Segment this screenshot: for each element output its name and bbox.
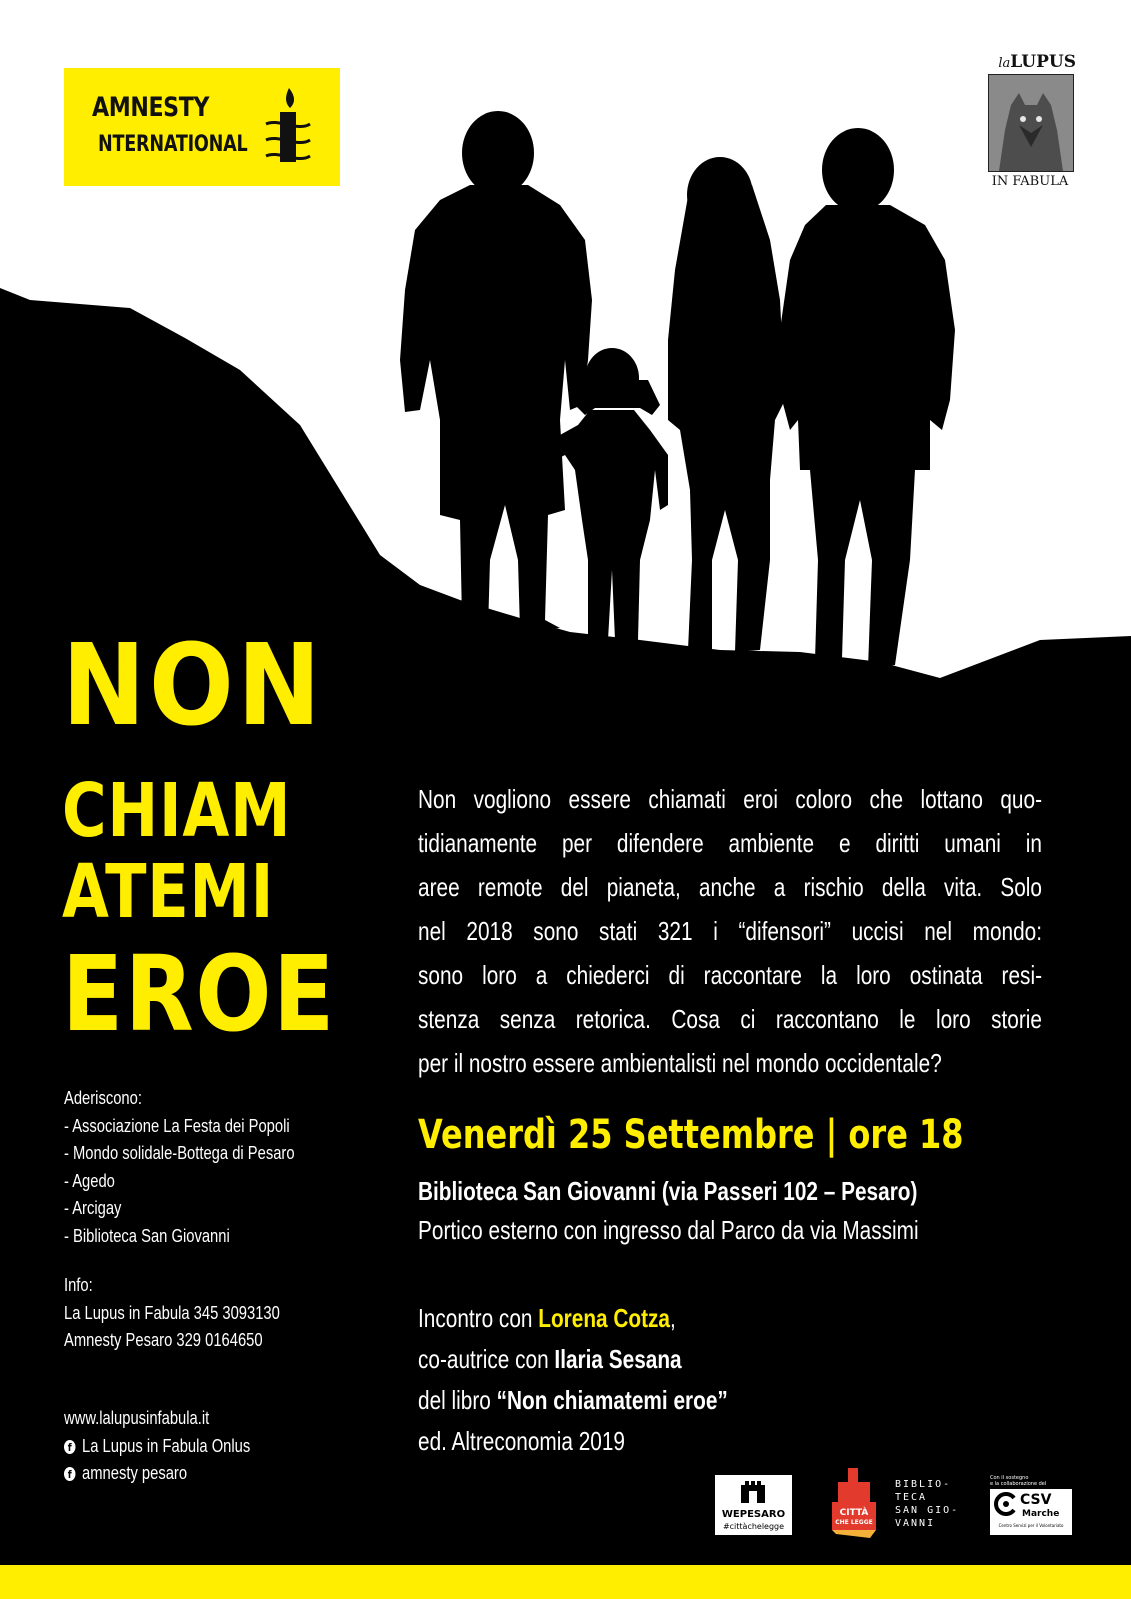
supporter-item: - Mondo solidale-Bottega di Pesaro — [64, 1143, 295, 1163]
event-venue: Biblioteca San Giovanni (via Passeri 102 – Pesaro) — [418, 1176, 918, 1206]
facebook-link-label: amnesty pesaro — [82, 1463, 188, 1483]
wepesaro-logo — [715, 1475, 792, 1535]
wolf-photo — [988, 74, 1074, 172]
description-line: stenza senza retorica. Cosa ci raccontano le loro storie — [418, 1004, 1042, 1034]
meeting-line-2 — [418, 1339, 728, 1380]
title-line-4: EROE — [62, 933, 336, 1055]
meeting-line-4: ed. Altreconomia 2019 — [418, 1426, 625, 1456]
amnesty-logo-line1: AMNESTY — [92, 92, 210, 123]
csv-caption-line-2: e la collaborazione del — [990, 1481, 1047, 1487]
amnesty-logo-line2: NTERNATIONAL — [98, 132, 248, 157]
bottom-accent-bar — [0, 1565, 1131, 1599]
links — [64, 1405, 250, 1488]
wepesaro-tag: #cittàchelegge — [722, 1522, 785, 1531]
meeting-details — [418, 1298, 728, 1462]
csv-marche-logo — [990, 1475, 1072, 1537]
coauthor-intro: co-autrice con — [418, 1344, 555, 1374]
coauthor-name: Ilaria Sesana — [554, 1344, 682, 1374]
info-contact: Amnesty Pesaro 329 0164650 — [64, 1330, 263, 1350]
csv-caption-line-1: Con il sostegno — [990, 1475, 1029, 1481]
website-link[interactable]: www.lalupusinfabula.it — [64, 1408, 210, 1428]
event-access: Portico esterno con ingresso dal Parco da via Massimi — [418, 1215, 919, 1245]
description-line: sono loro a chiederci di raccontare la loro ostinata resi- — [418, 960, 1042, 990]
wepesaro-emblem-icon — [735, 1481, 771, 1505]
csv-c-icon — [994, 1492, 1018, 1516]
facebook-icon: f — [64, 1440, 75, 1454]
title-line-2: CHIAM — [62, 768, 292, 854]
lalupus-logo-tagline: IN FABULA — [991, 174, 1069, 189]
book-intro: del libro — [418, 1385, 497, 1415]
info-contact: La Lupus in Fabula 345 3093130 — [64, 1302, 280, 1323]
description-line: tidianamente per difendere ambiente e diritti umani in — [418, 828, 1042, 858]
meeting-comma: , — [670, 1303, 676, 1333]
citta-che-legge-logo — [830, 1468, 878, 1538]
supporter-item: - Associazione La Festa dei Popoli — [64, 1115, 290, 1136]
facebook-link[interactable] — [64, 1460, 250, 1488]
event-date: Venerdì 25 Settembre | ore 18 — [418, 1112, 964, 1158]
supporter-item: - Arcigay — [64, 1198, 122, 1218]
info-contacts — [64, 1272, 280, 1355]
csv-region: Marche — [1022, 1509, 1060, 1519]
supporter-item: - Agedo — [64, 1170, 115, 1191]
description-paragraph — [418, 777, 1042, 1085]
candle-barbed-wire-icon — [260, 84, 316, 170]
meeting-line-1 — [418, 1298, 728, 1339]
csv-box — [990, 1489, 1072, 1535]
description-line: nel 2018 sono stati 321 i “difensori” uccisi nel mondo: — [418, 916, 1042, 946]
speaker-name: Lorena Cotza — [538, 1303, 670, 1333]
wepesaro-name: WEPESARO — [721, 1509, 786, 1520]
citta-che-legge-text — [834, 1508, 874, 1528]
citta-line-2: CHE LEGGE — [835, 1519, 873, 1526]
supporters-heading: Aderiscono: — [64, 1088, 142, 1108]
facebook-icon: f — [64, 1467, 75, 1481]
description-line: aree remote del pianeta, anche a rischio della vita. Solo — [418, 872, 1042, 902]
description-line: Non vogliono essere chiamati eroi coloro che lottano quo- — [418, 784, 1042, 814]
description-line: per il nostro essere ambientalisti nel mondo occidentale? — [418, 1048, 942, 1078]
amnesty-international-logo — [64, 68, 340, 186]
lalupus-logo-prefix: la — [998, 56, 1011, 71]
book-title: “Non chiamatemi eroe” — [496, 1385, 728, 1415]
meeting-line-3 — [418, 1380, 728, 1421]
supporters-list — [64, 1085, 295, 1250]
lalupus-logo-title: LUPUS — [1010, 52, 1076, 72]
meeting-intro: Incontro con — [418, 1303, 539, 1333]
lalupus-logo-name — [984, 52, 1076, 72]
title-line-1: NON — [62, 621, 325, 751]
csv-subtitle: Centro Servizi per il Volontariato — [998, 1523, 1064, 1528]
csv-name: CSV — [1020, 1492, 1052, 1508]
title-line-3: ATEMI — [62, 849, 275, 935]
facebook-link[interactable] — [64, 1433, 250, 1461]
facebook-link-label: La Lupus in Fabula Onlus — [82, 1435, 251, 1456]
citta-line-1: CITTÀ — [839, 1508, 869, 1518]
info-heading: Info: — [64, 1275, 93, 1295]
biblioteca-san-giovanni-logo: BIBLIO- TECA SAN GIO- VANNI — [895, 1479, 960, 1529]
supporter-item: - Biblioteca San Giovanni — [64, 1225, 230, 1246]
lalupus-logo — [984, 52, 1076, 192]
csv-caption — [990, 1475, 1046, 1487]
